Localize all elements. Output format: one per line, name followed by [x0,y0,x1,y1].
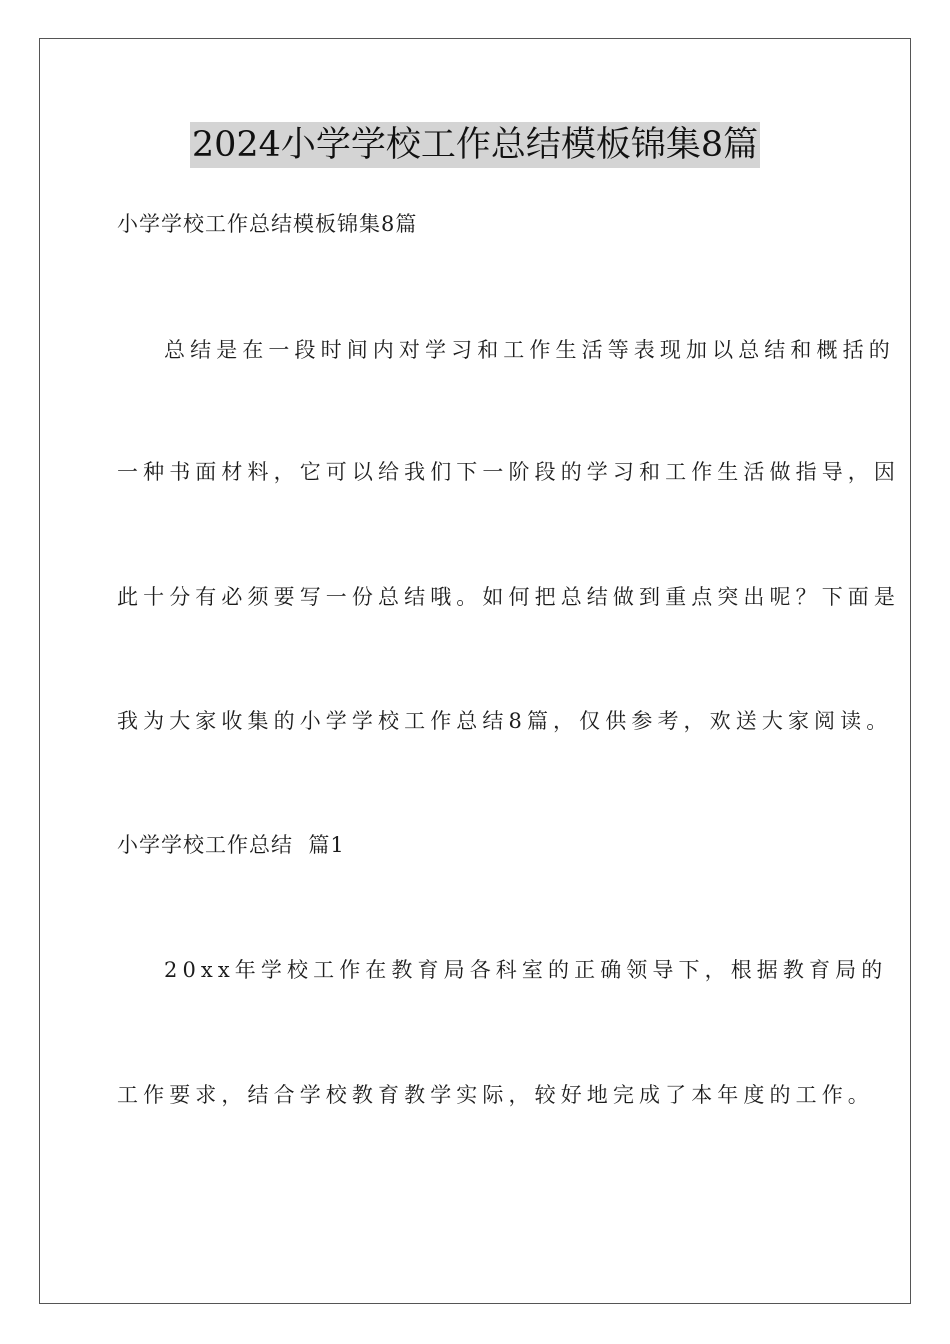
section-line-2: 工作要求，结合学校教育教学实际，较好地完成了本年度的工作。 [117,1083,874,1107]
section-heading: 小学学校工作总结 篇1 [117,833,345,857]
intro-line-1: 总结是在一段时间内对学习和工作生活等表现加以总结和概括的 [164,338,895,362]
intro-line-2: 一种书面材料，它可以给我们下一阶段的学习和工作生活做指导，因 [117,460,900,484]
section-line-1: 20xx年学校工作在教育局各科室的正确领导下，根据教育局的 [164,958,888,982]
intro-line-3: 此十分有必须要写一份总结哦。如何把总结做到重点突出呢？下面是 [117,585,900,609]
document-subtitle: 小学学校工作总结模板锦集8篇 [117,212,418,236]
intro-line-4: 我为大家收集的小学学校工作总结8篇，仅供参考，欢送大家阅读。 [117,709,893,733]
document-title: 2024小学学校工作总结模板锦集8篇 [190,122,760,168]
title-container [0,122,950,168]
